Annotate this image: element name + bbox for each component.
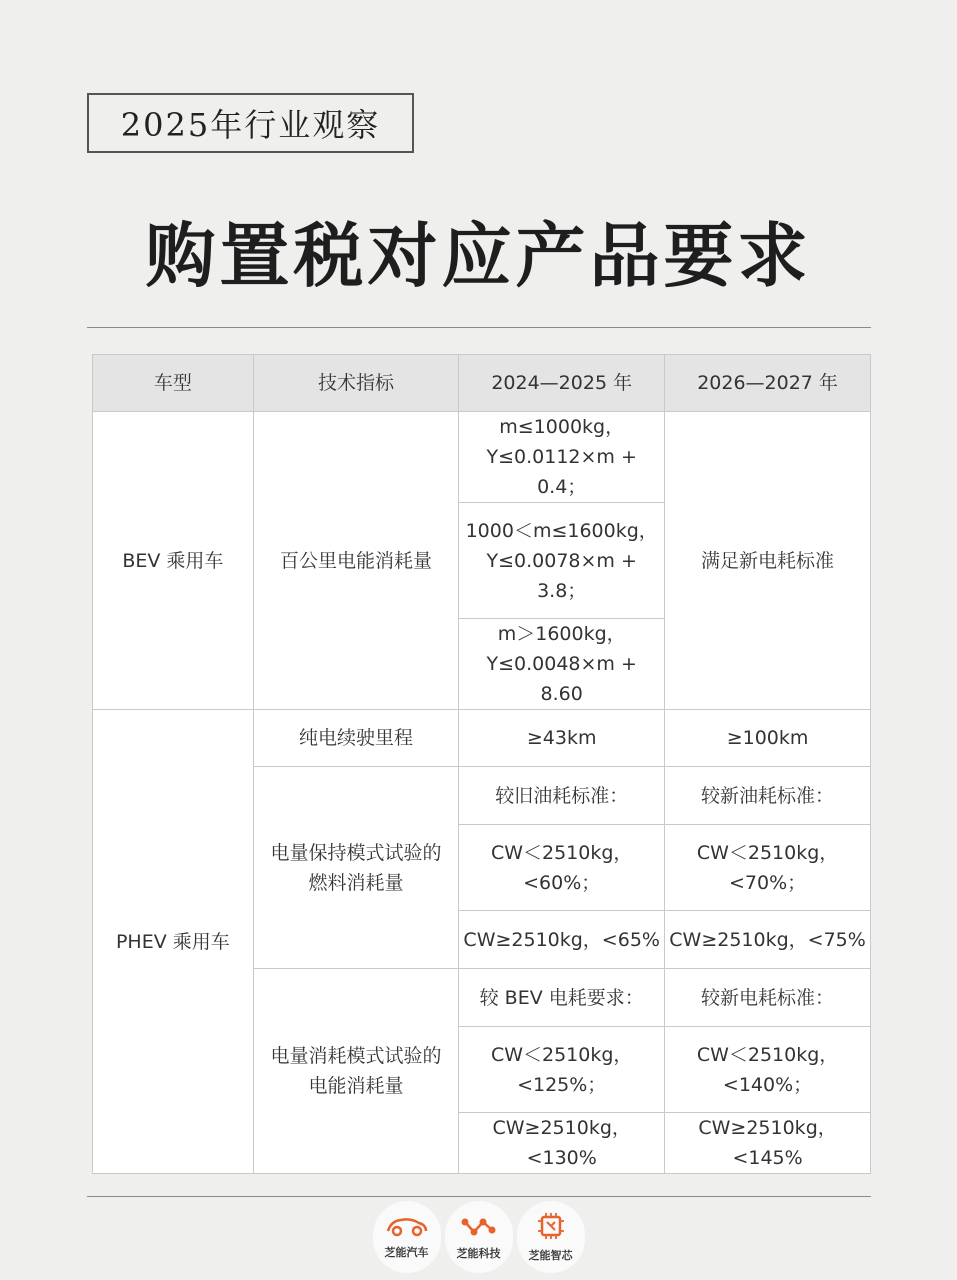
table-row xyxy=(93,710,871,767)
header-vehicle-type: 车型 xyxy=(93,355,254,412)
bev-vehicle-label: BEV 乘用车 xyxy=(122,549,224,572)
page-title: 购置税对应产品要求 xyxy=(145,214,812,297)
phev-fuel-2026-cell xyxy=(665,825,871,911)
bev-2026-text: 满足新电耗标准 xyxy=(701,549,835,572)
bev-2024-text: m＞1600kg， Y≤0.0048×m + 8.60 xyxy=(486,623,637,705)
phev-fuel-2026-cell xyxy=(665,911,871,969)
phev-energy-2026-cell xyxy=(665,1027,871,1113)
phev-fuel-2024-cell xyxy=(459,825,665,911)
chip-icon xyxy=(537,1212,565,1244)
phev-fuel-2026-text: CW≥2510kg，<75% xyxy=(669,928,866,951)
phev-fuel-2026-cell xyxy=(665,767,871,825)
phev-fuel-2026-text: 较新油耗标准： xyxy=(701,784,835,807)
requirements-table xyxy=(92,354,871,1174)
phev-fuel-2024-text: CW＜2510kg， <60%； xyxy=(490,841,633,894)
car-icon xyxy=(385,1215,429,1241)
phev-energy-2024-text: 较 BEV 电耗要求： xyxy=(479,986,644,1009)
bev-2024-text: m≤1000kg， Y≤0.0112×m + 0.4； xyxy=(486,416,637,498)
phev-energy-metric: 电量消耗模式试验的 电能消耗量 xyxy=(270,1045,442,1097)
logo-zhineng-auto xyxy=(373,1201,441,1273)
phev-fuel-2024-text: CW≥2510kg，<65% xyxy=(463,928,660,951)
bev-vehicle-cell xyxy=(93,412,254,710)
phev-energy-2026-text: CW≥2510kg，<145% xyxy=(698,1117,837,1169)
phev-energy-2024-cell xyxy=(459,1113,665,1174)
table-row xyxy=(93,412,871,503)
phev-range-2024-cell xyxy=(459,710,665,767)
bev-metric-cell xyxy=(253,412,459,710)
footer-logos xyxy=(0,1201,957,1275)
phev-vehicle-label: PHEV 乘用车 xyxy=(115,930,230,953)
bev-2024-cell xyxy=(459,412,665,503)
bev-metric-label: 百公里电能消耗量 xyxy=(280,549,433,572)
section-tag: 2025年行业观察 xyxy=(87,93,414,153)
phev-range-2024: ≥43km xyxy=(526,727,597,749)
logo-zhineng-chip xyxy=(517,1201,585,1273)
phev-energy-2026-cell xyxy=(665,969,871,1027)
phev-energy-2026-text: CW＜2510kg， <140%； xyxy=(696,1043,839,1096)
phev-energy-2024-text: CW＜2510kg， <125%； xyxy=(490,1043,633,1096)
phev-fuel-metric-cell xyxy=(253,767,459,969)
table-header-row xyxy=(93,355,871,412)
header-tech-metric: 技术指标 xyxy=(253,355,459,412)
header-2026-2027: 2026—2027 年 xyxy=(665,355,871,412)
header-2024-2025: 2024—2025 年 xyxy=(459,355,665,412)
phev-energy-2026-text: 较新电耗标准： xyxy=(701,986,835,1009)
phev-range-metric-cell xyxy=(253,710,459,767)
phev-energy-2026-cell xyxy=(665,1113,871,1174)
top-divider xyxy=(87,327,871,328)
phev-energy-metric-cell xyxy=(253,969,459,1174)
logo-label: 芝能汽车 xyxy=(384,1245,429,1259)
molecule-icon xyxy=(459,1214,499,1242)
phev-energy-2024-cell xyxy=(459,1027,665,1113)
phev-range-2026-cell xyxy=(665,710,871,767)
logo-zhineng-tech xyxy=(445,1201,513,1273)
bev-2024-cell xyxy=(459,619,665,710)
phev-vehicle-cell xyxy=(93,710,254,1174)
phev-energy-2024-text: CW≥2510kg，<130% xyxy=(492,1117,631,1169)
bottom-divider xyxy=(87,1196,871,1197)
phev-fuel-2024-text: 较旧油耗标准： xyxy=(495,784,629,807)
phev-range-metric: 纯电续驶里程 xyxy=(299,727,414,749)
phev-range-2026: ≥100km xyxy=(726,727,809,749)
phev-fuel-2026-text: CW＜2510kg， <70%； xyxy=(696,841,839,894)
bev-2024-text: 1000＜m≤1600kg， Y≤0.0078×m + 3.8； xyxy=(465,519,658,602)
phev-fuel-metric: 电量保持模式试验的 燃料消耗量 xyxy=(270,841,442,894)
bev-2024-cell xyxy=(459,503,665,619)
logo-label: 芝能科技 xyxy=(456,1246,501,1260)
logo-label: 芝能智芯 xyxy=(528,1248,573,1262)
phev-fuel-2024-cell xyxy=(459,767,665,825)
phev-fuel-2024-cell xyxy=(459,911,665,969)
phev-energy-2024-cell xyxy=(459,969,665,1027)
bev-2026-cell xyxy=(665,412,871,710)
